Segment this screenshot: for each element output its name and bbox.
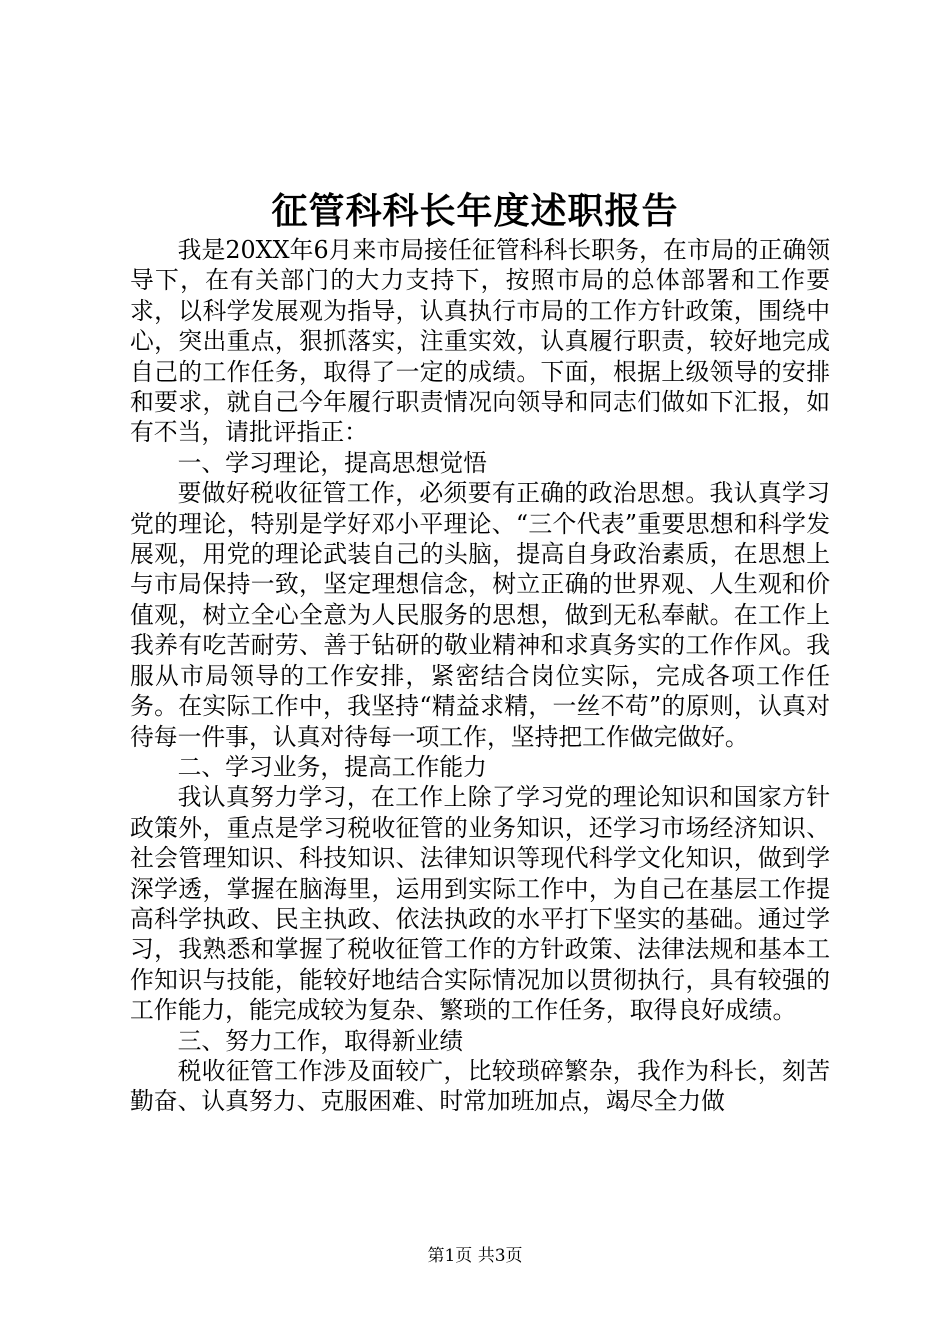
section-heading-1: 一、学习理论，提高思想觉悟	[177, 448, 487, 477]
document-body	[130, 235, 830, 1117]
section-heading-2: 二、学习业务，提高工作能力	[177, 752, 487, 781]
page-footer: 第1页 共3页	[427, 1246, 523, 1266]
paragraph-section-1: 要做好税收征管工作，必须要有正确的政治思想。我认真学习党的理论，特别是学好邓小平理论、“三个代表”重要思想和科学发展观，用党的理论武装自己的头脑，提高自身政治素质，在思想上与市局保持一致，坚定理想信念，树立正确的世界观、人生观和价值观，树立全心全意为人民服务的思想，做到无私奉献。在工作上我养有吃苦耐劳、善于钻研的敬业精神和求真务实的工作作风。我服从市局领导的工作安排，紧密结合岗位实际，完成各项工作任务。在实际工作中，我坚持“精益求精，一丝不苟”的原则，认真对待每一件事，认真对待每一项工作，坚持把工作做完做好。	[130, 479, 830, 751]
paragraph-section-2: 我认真努力学习，在工作上除了学习党的理论知识和国家方针政策外，重点是学习税收征管的业务知识，还学习市场经济知识、社会管理知识、科技知识、法律知识等现代科学文化知识，做到学深学透，掌握在脑海里，运用到实际工作中，为自己在基层工作提高科学执政、民主执政、依法执政的水平打下坚实的基础。通过学习，我熟悉和掌握了税收征管工作的方针政策、法律法规和基本工作知识与技能，能较好地结合实际情况加以贯彻执行，具有较强的工作能力，能完成较为复杂、繁琐的工作任务，取得良好成绩。	[130, 783, 830, 1025]
paragraph-section-3: 税收征管工作涉及面较广，比较琐碎繁杂，我作为科长，刻苦勤奋、认真努力、克服困难、时常加班加点，竭尽全力做	[130, 1056, 830, 1116]
paragraph-intro: 我是20XX年6月来市局接任征管科科长职务，在市局的正确领导下，在有关部门的大力支持下，按照市局的总体部署和工作要求，以科学发展观为指导，认真执行市局的工作方针政策，围绕中心，突出重点，狠抓落实，注重实效，认真履行职责，较好地完成自己的工作任务，取得了一定的成绩。下面，根据上级领导的安排和要求，就自己今年履行职责情况向领导和同志们做如下汇报，如有不当，请批评指正：	[130, 236, 830, 447]
document-title: 征管科科长年度述职报告	[271, 190, 679, 232]
section-heading-3: 三、努力工作，取得新业绩	[177, 1026, 464, 1055]
